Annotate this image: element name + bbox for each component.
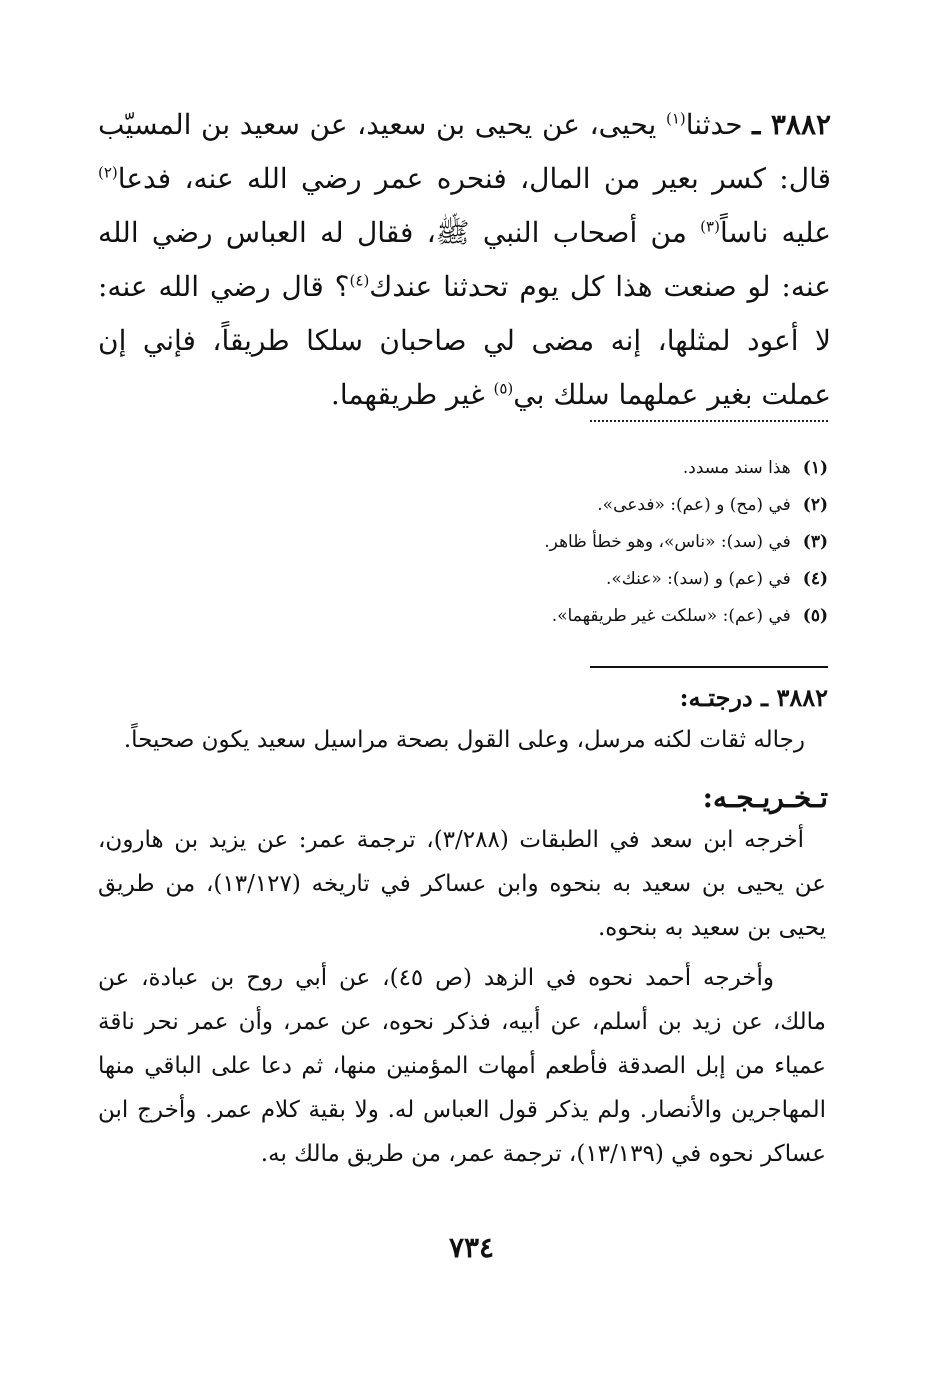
- footnote-item: [300, 487, 828, 524]
- footnote-text: في (عم): «سلكت غير طريقهما».: [551, 606, 791, 626]
- takhrij-body: [98, 818, 826, 1176]
- footnote-text: في (سد): «ناس»، وهو خطأ ظاهر.: [544, 532, 791, 552]
- grade-text: رجاله ثقات لكنه مرسل، وعلى القول بصحة مراسيل سعيد يكون صحيحاً.: [123, 727, 805, 753]
- hadith-part-2: يحيى، عن يحيى بن سعيد، عن سعيد بن المسيّب قال: كسر بعير من المال، فنحره عمر رضي الله عنه، فدعا: [98, 108, 831, 195]
- footnote-ref-1[interactable]: (١): [665, 109, 686, 128]
- footnote-item: [300, 524, 828, 561]
- footnote-item: [300, 598, 828, 635]
- takhrij-heading: تـخـريـجـه:: [702, 781, 828, 814]
- hadith-part-6: غير طريقهما.: [330, 378, 485, 411]
- footnote-text: في (مح) و (عم): «فدعى».: [597, 495, 791, 515]
- footnote-marker: (٣): [802, 532, 828, 552]
- hadith-part-3: عليه ناساً: [719, 216, 831, 249]
- footnote-marker: (٤): [802, 569, 828, 589]
- footnote-marker: (١): [802, 458, 828, 478]
- takhrij-paragraph-1: أخرجه ابن سعد في الطبقات (٣/٢٨٨)، ترجمة عمر: عن يزيد بن هارون، عن يحيى بن سعيد به بنحوه وابن عساكر في تاريخه (١٣/١٢٧)، من طريق يحيى بن سعيد به بنحوه.: [98, 827, 826, 941]
- footnote-text: هذا سند مسدد.: [682, 458, 791, 478]
- hadith-part-1: حدثنا: [685, 108, 743, 141]
- footnote-text: في (عم) و (سد): «عنك».: [605, 569, 791, 589]
- footnote-marker: (٥): [802, 606, 828, 626]
- footnotes: [300, 450, 828, 635]
- footnote-separator: [590, 420, 828, 422]
- hadith-number: ٣٨٨٢ ـ: [752, 108, 832, 141]
- footnote-ref-5[interactable]: (٥): [493, 379, 514, 398]
- footnote-marker: (٢): [802, 495, 828, 515]
- hadith-part-5: ؟ قال رضي الله عنه: لا أعود لمثلها، إنه مضى لي صاحبان سلكا طريقاً، فإني إن عملت بغير عملهما سلك بي: [98, 270, 831, 411]
- footnote-item: [300, 561, 828, 598]
- footnote-ref-3[interactable]: (٣): [700, 217, 720, 236]
- hadith-part-4: من أصحاب النبي ﷺ، فقال له العباس رضي الله عنه: لو صنعت هذا كل يوم تحدثنا عندك: [98, 216, 831, 303]
- footnote-item: [300, 450, 828, 487]
- hadith-text: [98, 98, 831, 422]
- section-rule: [590, 666, 828, 668]
- grade-heading: ٣٨٨٢ ـ درجتـه:: [679, 683, 828, 712]
- page-number: ٧٣٤: [448, 1231, 495, 1264]
- footnote-ref-2[interactable]: (٢): [98, 163, 118, 182]
- takhrij-paragraph-2: وأخرجه أحمد نحوه في الزهد (ص ٤٥)، عن أبي روح بن عبادة، عن مالك، عن زيد بن أسلم، عن أبيه، فذكر نحوه، عن عمر، وأن عمر نحر ناقة عمياء من إبل الصدقة فأطعم أمهات المؤمنين منها، ثم دعا على الباقي منها المهاجرين والأنصار. ولم يذكر قول العباس له. ولا بقية كلام عمر. وأخرج ابن عساكر نحوه في (١٣/١٣٩)، ترجمة عمر، من طريق مالك به.: [98, 965, 826, 1167]
- footnote-ref-4[interactable]: (٤): [349, 271, 370, 290]
